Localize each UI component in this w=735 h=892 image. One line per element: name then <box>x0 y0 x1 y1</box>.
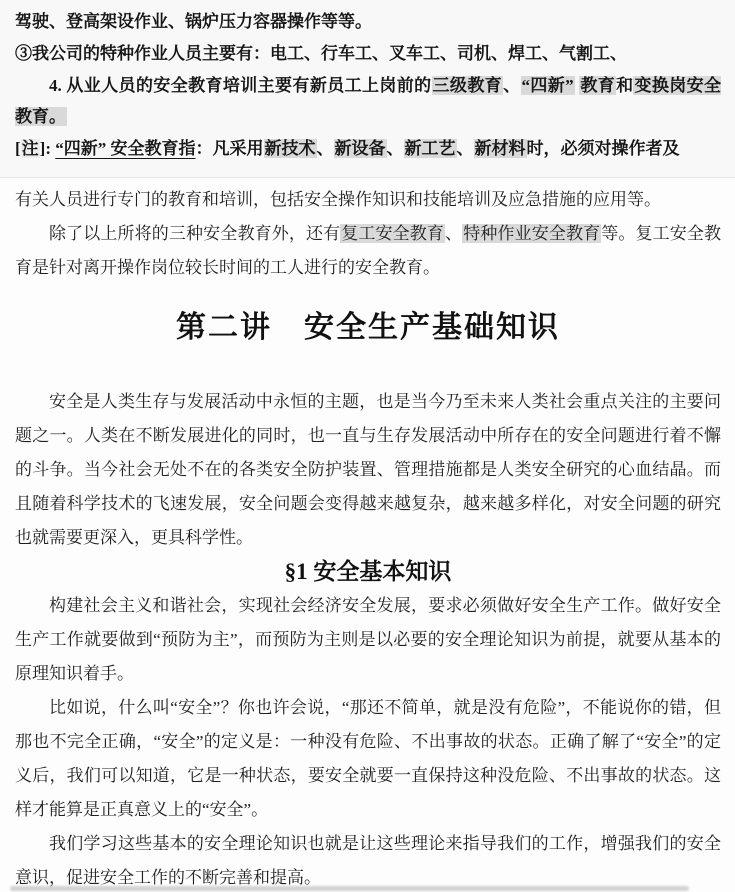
paragraph-safety-eternal-theme <box>15 385 721 555</box>
highlight-new-material: 新材料 <box>474 139 526 158</box>
text-run: 比如说，什么叫“安全”？你也许会说，“那还不简单，就是没有危险”，不能说你的错，但那也不完全正确，“安全”的定义是：一种没有危险、不出事故的状态。正确了解了“安全”的定义后，我们可以知道，它是一种状态，要安全就要一直保持这种没危险、不出事故的状态。这样才能算是正真意义上的“安全”。 <box>15 698 721 819</box>
text-run: ] <box>39 139 46 158</box>
highlight-four-new: “四新” <box>521 76 574 95</box>
text-run: 和 <box>616 76 634 95</box>
text-run: 等。复工安全教育是针对离开操作岗位较长时间的工人进行的安全教育。 <box>15 224 722 277</box>
highlight-note-label: 注 <box>21 139 39 158</box>
highlight-return-to-work-education: 复工安全教育 <box>341 224 445 243</box>
fragment-bottom <box>0 178 735 892</box>
paragraph-related-personnel <box>15 183 721 217</box>
highlight-three-level-education: 三级教育 <box>432 76 503 95</box>
paragraph-learning-theory <box>15 827 721 892</box>
watermark-text: 每日安全生产 <box>596 110 730 144</box>
text-run: 除了以上所将的三种安全教育外，还有 <box>49 224 341 243</box>
cutoff-divider <box>10 886 689 891</box>
highlight-special-operation-education: 特种作业安全教育 <box>463 224 601 243</box>
text-run: 、 <box>316 139 334 158</box>
fragment-top <box>0 0 735 178</box>
text-run: ：凡采用 <box>195 139 264 158</box>
underline-four-new-definition: “四新” 安全教育指 <box>55 139 196 158</box>
section-heading: §1 安全基本知识 <box>284 559 452 584</box>
text-run: 、 <box>445 224 463 243</box>
paragraph-what-is-safety <box>15 691 721 827</box>
paragraph-special-workers <box>15 38 721 69</box>
text-run: 有关人员进行专门的教育和培训，包括安全操作知识和技能培训及应急措施的应用等。 <box>15 190 661 209</box>
highlight-post-change-education: 变换岗安全教育。 <box>15 76 722 126</box>
text-run: [ <box>15 139 21 158</box>
paragraph-note <box>15 133 721 164</box>
paragraph-driving <box>15 6 721 37</box>
highlight-education: 教育 <box>580 76 616 95</box>
text-run: : <box>45 139 56 158</box>
text-run: 构建社会主义和谐社会，实现社会经济安全发展，要求必须做好安全生产工作。做好安全生产工作就要做到“预防为主”，而预防为主则是以必要的安全理论知识为前提，就要从基本的原理知识着手。 <box>15 596 721 683</box>
text-run: 、 <box>503 76 521 95</box>
paragraph-other-education <box>15 217 721 285</box>
highlight-new-equipment: 新设备 <box>334 139 386 158</box>
paragraph-training-types <box>15 70 721 132</box>
text-run: 、 <box>386 139 404 158</box>
text-run: 我们学习这些基本的安全理论知识也就是让这些理论来指导我们的工作，增强我们的安全意识，促进安全工作的不断完善和提高。 <box>15 834 721 887</box>
chapter-title: 第二讲 安全生产基础知识 <box>176 311 560 344</box>
text-run: 、 <box>456 139 474 158</box>
highlight-new-technology: 新技术 <box>264 139 316 158</box>
text-run: 4. 从业人员的安全教育培训主要有新员工上岗前的 <box>49 76 432 95</box>
text-run: ③我公司的特种作业人员主要有：电工、行车工、叉车工、司机、焊工、气割工、 <box>15 44 627 63</box>
highlight-new-process: 新工艺 <box>404 139 456 158</box>
text-run: 时，必须对操作者及 <box>526 139 680 158</box>
paragraph-harmonious-society <box>15 589 721 691</box>
text-run: 驾驶、登高架设作业、锅炉压力容器操作等等。 <box>15 12 372 31</box>
text-run: 安全是人类生存与发展活动中永恒的主题，也是当今乃至未来人类社会重点关注的主要问题之一。人类在不断发展进化的同时，也一直与生存发展活动中所存在的安全问题进行着不懈的斗争。当今社会无处不在的各类安全防护装置、管理措施都是人类安全研究的心血结晶。而且随着科学技术的飞速发展，安全问题会变得越来越复杂，越来越多样化，对安全问题的研究也就需要更深入，更具科学性。 <box>15 392 721 547</box>
